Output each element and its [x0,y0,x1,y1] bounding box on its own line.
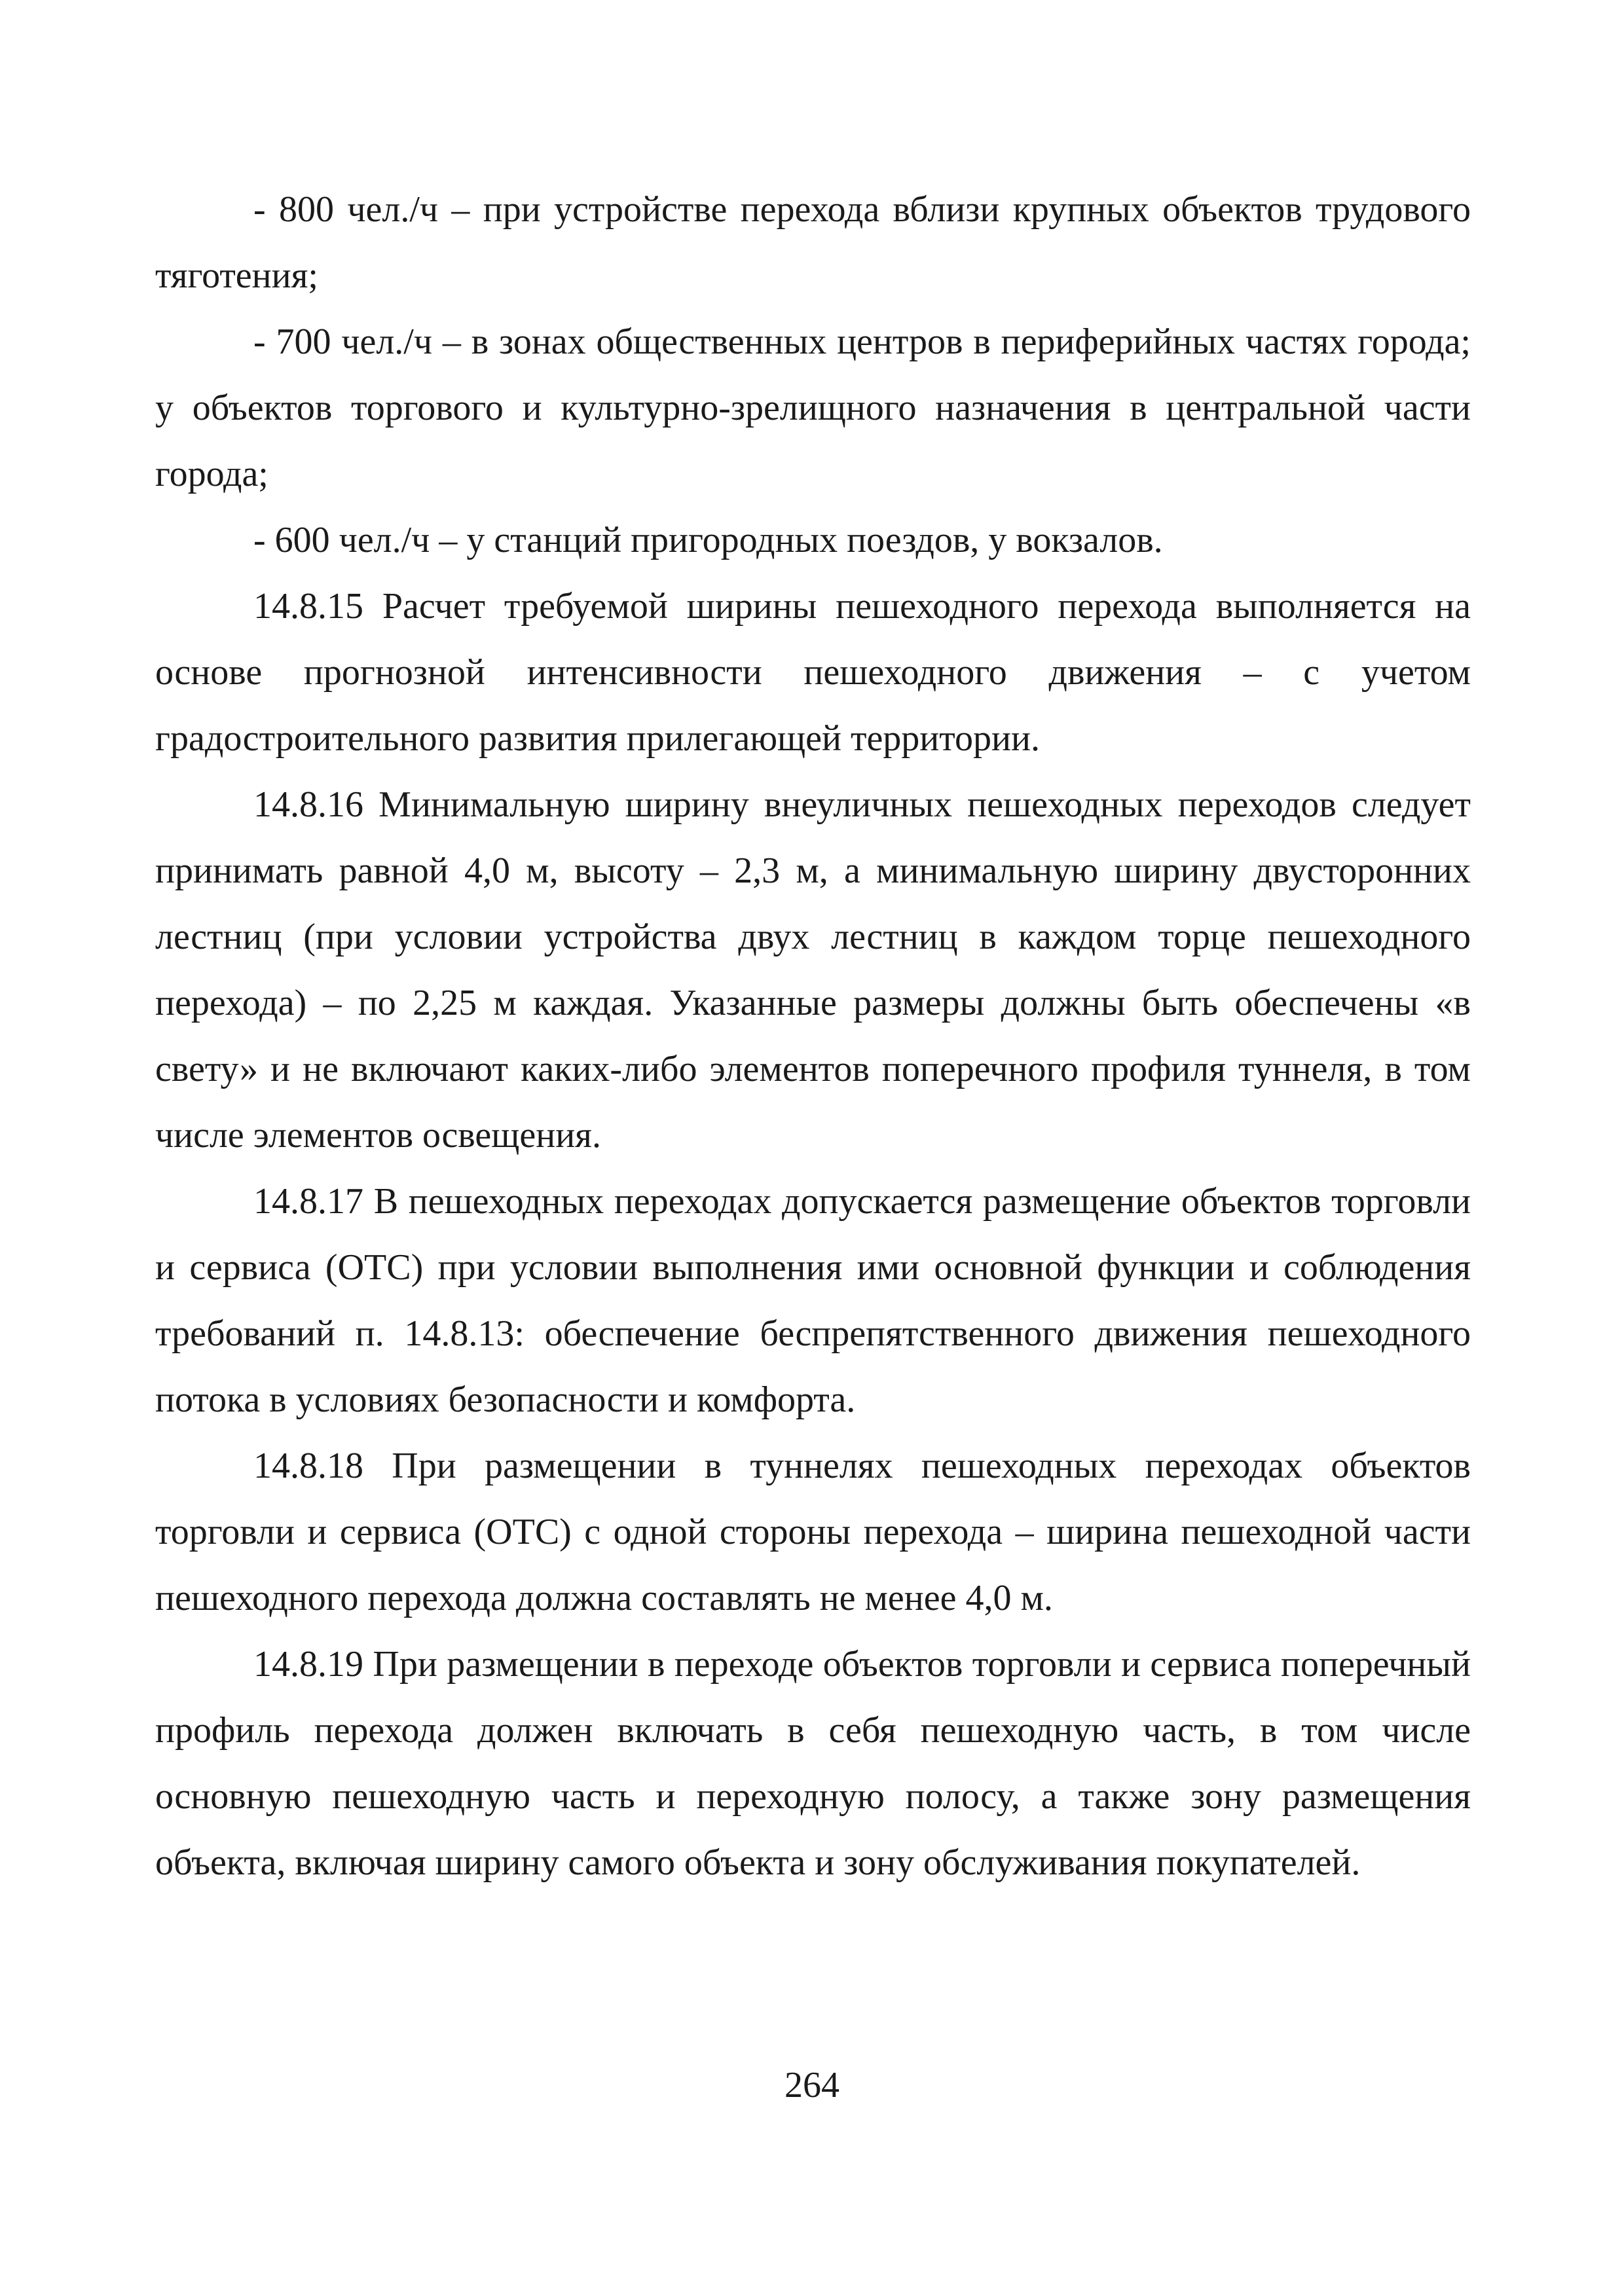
page-number: 264 [784,2065,840,2105]
paragraph-14-8-16: 14.8.16 Минимальную ширину внеуличных пешеходных переходов следует принимать равной 4,0 м, высоту – 2,3 м, а минимальную ширину двусторонних лестниц (при условии устройства двух лестниц в каждом торце пешеходного перехода) – по 2,25 м каждая. Указанные размеры должны быть обеспечены «в свету» и не включают каких-либо элементов поперечного профиля туннеля, в том числе элементов освещения. [155,784,1471,1156]
paragraph-rate-700: - 700 чел./ч – в зонах общественных центров в периферийных частях города; у объектов торгового и культурно-зрелищного назначения в центральной части города; [155,321,1471,494]
paragraph-14-8-15: 14.8.15 Расчет требуемой ширины пешеходного перехода выполняется на основе прогнозной интенсивности пешеходного движения – с учетом градостроительного развития прилегающей территории. [155,586,1471,759]
paragraph-14-8-19: 14.8.19 При размещении в переходе объектов торговли и сервиса поперечный профиль перехода должен включать в себя пешеходную часть, в том числе основную пешеходную часть и переходную полосу, а также зону размещения объекта, включая ширину самого объекта и зону обслуживания покупателей. [155,1644,1471,1883]
paragraph-rate-600: - 600 чел./ч – у станций пригородных поездов, у вокзалов. [253,520,1163,560]
paragraph-rate-800: - 800 чел./ч – при устройстве перехода вблизи крупных объектов трудового тяготения; [155,189,1471,296]
body-text [155,177,1471,1896]
paragraph-14-8-18: 14.8.18 При размещении в туннелях пешеходных переходах объектов торговли и сервиса (ОТС) с одной стороны перехода – ширина пешеходной части пешеходного перехода должна составлять не менее 4,0 м. [155,1446,1471,1618]
paragraph-14-8-17: 14.8.17 В пешеходных переходах допускается размещение объектов торговли и сервиса (ОТС) при условии выполнения ими основной функции и соблюдения требований п. 14.8.13: обеспечение беспрепятственного движения пешеходного потока в условиях безопасности и комфорта. [155,1181,1471,1420]
